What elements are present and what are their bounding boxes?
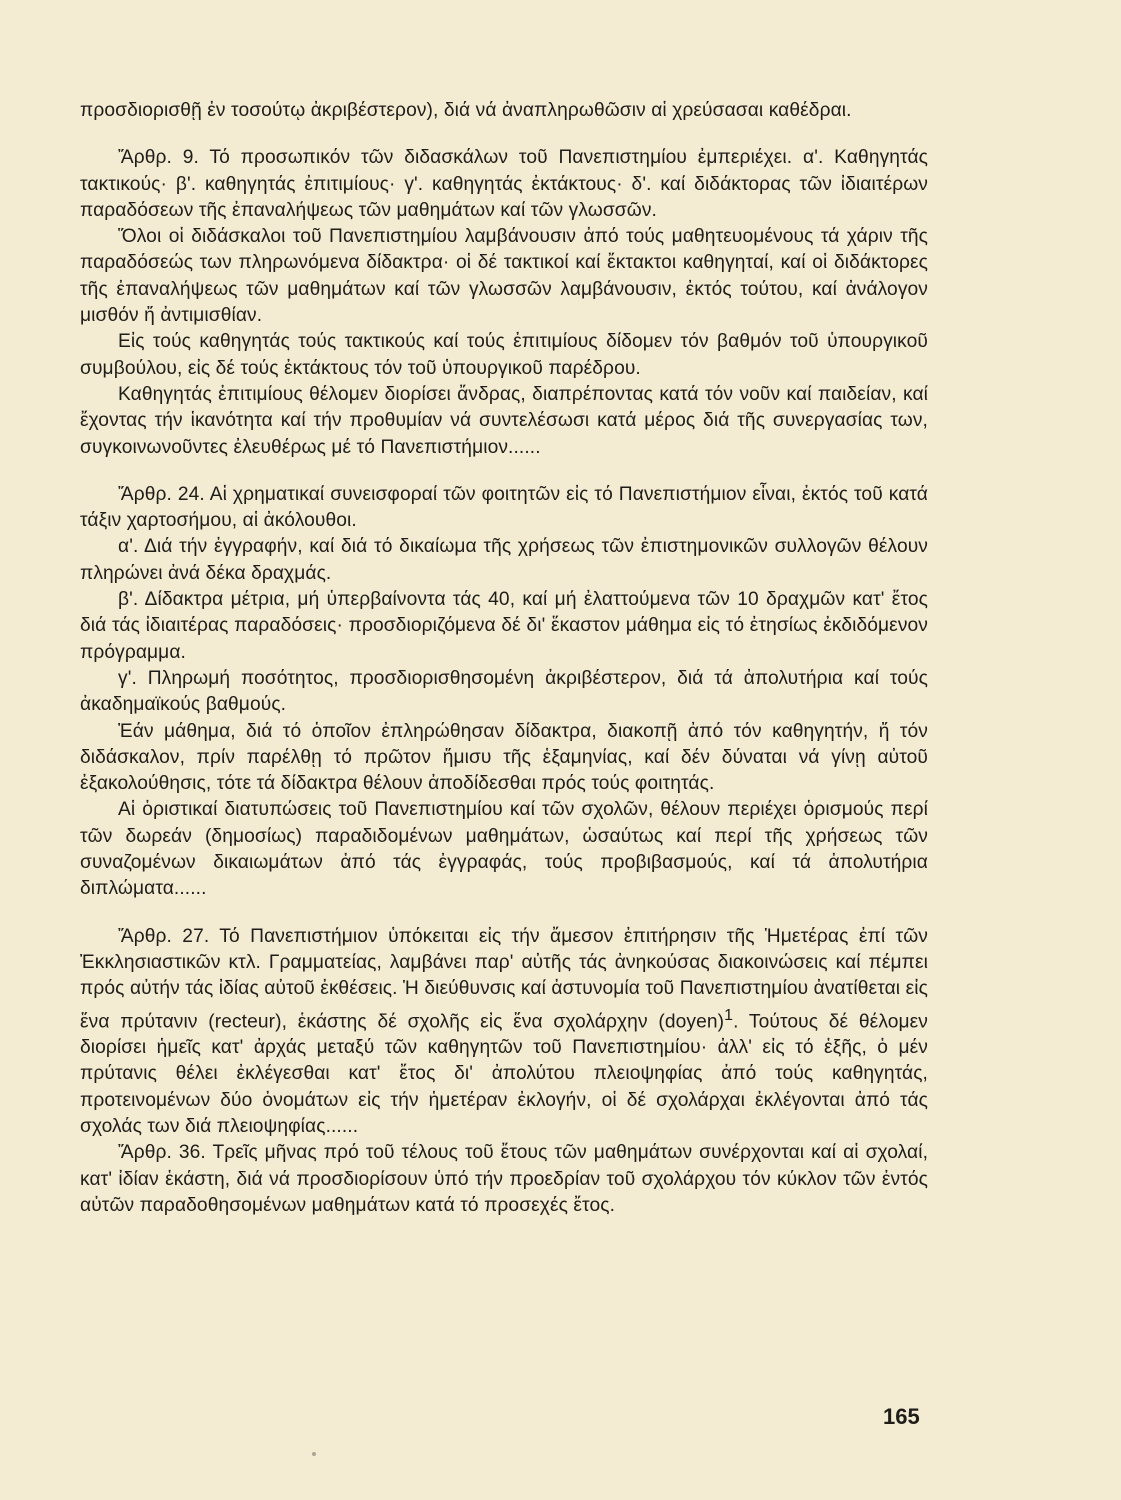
paragraph-item-a: α'. Διά τήν ἐγγραφήν, καί διά τό δικαίωμα τῆς χρήσεως τῶν ἐπιστημονικῶν συλλογῶν θέλουν πληρώνει ἀνά δέκα δραχμάς.: [80, 536, 928, 584]
paragraph-interruption: Ἐάν μάθημα, διά τό ὁποῖον ἐπληρώθησαν δίδακτρα, διακοπῇ ἀπό τόν καθηγητήν, ἤ τόν διδάσκαλον, πρίν παρέλθῃ τό πρῶτον ἥμισυ τῆς ἑξαμηνίας, καί δέν δύναται νά γίνῃ αὐτοῦ ἐξακολούθησις, τότε τά δίδακτρα θέλουν ἀποδίδεσθαι πρός τούς φοιτητάς.: [80, 720, 928, 795]
paragraph-continuation: προσδιορισθῇ ἐν τοσούτῳ ἀκριβέστερον), διά νά ἀναπληρωθῶσιν αἱ χρεύσασαι καθέδραι.: [80, 100, 852, 121]
paragraph-article-9: Ἄρθρ. 9. Τό προσωπικόν τῶν διδασκάλων τοῦ Πανεπιστημίου ἐμπεριέχει. α'. Καθηγητάς τακτικούς· β'. καθηγητάς ἐπιτιμίους· γ'. καθηγητάς ἐκτάκτους· δ'. καί διδάκτορας τῶν ἰδιαιτέρων παραδόσεων τῆς ἐπαναλήψεως τῶν μαθημάτων καί τῶν γλωσσῶν.: [80, 147, 928, 221]
paragraph-regulations: Αἱ ὁριστικαί διατυπώσεις τοῦ Πανεπιστημίου καί τῶν σχολῶν, θέλουν περιέχει ὁρισμούς περί τῶν δωρεάν (δημοσίως) παραδιδομένων μαθημάτων, ὡσαύτως καί περί τῆς χρήσεως τῶν συναζομένων δικαιωμάτων ἀπό τάς ἐγγραφάς, τούς προβιβασμούς, καί τά ἀπολυτήρια διπλώματα......: [80, 799, 928, 900]
paragraph-teachers-fees: Ὅλοι οἱ διδάσκαλοι τοῦ Πανεπιστημίου λαμβάνουσιν ἀπό τούς μαθητευομένους τά χάριν τῆς παραδόσεώς των πληρωνόμενα δίδακτρα· οἱ δέ τακτικοί καί ἔκτακτοι καθηγηταί, καί οἱ διδάκτορες τῆς ἐπαναλήψεως τῶν μαθημάτων καί τῶν γλωσσῶν λαμβάνουσιν, ἐκτός τούτου, καί ἀνάλογον μισθόν ἤ ἀντιμισθίαν.: [80, 226, 928, 327]
article-27-text-part2: . Τούτους δέ θέλομεν διορίσει ἡμεῖς κατ' ἀρχάς μεταξύ τῶν καθηγητῶν τοῦ Πανεπιστημίου· ἀλλ' εἰς τό ἑξῆς, ὁ μέν πρύτανις θέλει ἐκλέγεσθαι κατ' ἔτος δι' ἀπολύτου πλειοψηφίας ἀπό τούς καθηγητάς, προτεινομένων δύο ὀνομάτων εἰς τήν ἡμετέραν ἐκλογήν, οἱ δέ σχολάρχαι ἐκλέγονται ἀπό τάς σχολάς των διά πλειοψηφίας......: [80, 1010, 928, 1138]
paragraph-item-b: β'. Δίδακτρα μέτρια, μή ὑπερβαίνοντα τάς 40, καί μή ἐλαττούμενα τῶν 10 δραχμῶν κατ' ἔτος διά τάς ἰδιαιτέρας παραδόσεις· προσδιοριζόμενα δέ δι' ἕκαστον μάθημα εἰς τό ἐτησίως ἐκδιδόμενον πρόγραμμα.: [80, 589, 928, 663]
body-text: [80, 98, 928, 1219]
paragraph-article-24: Ἄρθρ. 24. Αἱ χρηματικαί συνεισφοραί τῶν φοιτητῶν εἰς τό Πανεπιστήμιον εἶναι, ἐκτός τοῦ κατά τάξιν χαρτοσήμου, αἱ ἀκόλουθοι.: [80, 483, 928, 532]
paragraph-article-27: [80, 924, 928, 1141]
paragraph-honorary-professors: Καθηγητάς ἐπιτιμίους θέλομεν διορίσει ἄνδρας, διαπρέποντας κατά τόν νοῦν καί παιδείαν, καί ἔχοντας τήν ἱκανότητα καί τήν προθυμίαν νά συντελέσωσι κατά μέρος διά τῆς συνεργασίας των, συγκοινωνοῦντες ἐλευθέρως μέ τό Πανεπιστήμιον......: [80, 383, 928, 458]
paragraph-item-c: γ'. Πληρωμή ποσότητος, προσδιορισθησομένη ἀκριβέστερον, διά τά ἀπολυτήρια καί τούς ἀκαδημαϊκούς βαθμούς.: [80, 667, 928, 716]
page-number: 165: [883, 1404, 920, 1429]
paragraph-ranks: Εἰς τούς καθηγητάς τούς τακτικούς καί τούς ἐπιτιμίους δίδομεν τόν βαθμόν τοῦ ὑπουργικοῦ συμβούλου, εἰς δέ τούς ἐκτάκτους τόν τοῦ ὑπουργικοῦ παρέδρου.: [80, 331, 928, 379]
footnote-marker: 1: [724, 1006, 734, 1024]
paragraph-article-36: Ἄρθρ. 36. Τρεῖς μῆνας πρό τοῦ τέλους τοῦ ἔτους τῶν μαθημάτων συνέρχονται καί αἱ σχολαί, κατ' ἰδίαν ἑκάστη, διά νά προσδιορίσουν ὑπό τήν προεδρίαν τοῦ σχολάρχου τόν κύκλον τῶν ἐντός αὐτῶν παραδοθησομένων μαθημάτων κατά τό προσεχές ἔτος.: [80, 1142, 928, 1216]
article-27-text-part1: Ἄρθρ. 27. Τό Πανεπιστήμιον ὑπόκειται εἰς τήν ἄμεσον ἐπιτήρησιν τῆς Ἡμετέρας ἐπί τῶν Ἐκκλησιαστικῶν κτλ. Γραμματείας, λαμβάνει παρ' αὐτῆς τάς ἀνηκούσας διακοινώσεις καί πέμπει πρός αὐτήν τάς ἰδίας αὐτοῦ ἐκθέσεις. Ἡ διεύθυνσις καί ἀστυνομία τοῦ Πανεπιστημίου ἀνατίθεται εἰς ἕνα πρύτανιν (recteur), ἑκάστης δέ σχολῆς εἰς ἕνα σχολάρχην (doyen): [80, 925, 928, 1032]
print-speck: [312, 1452, 316, 1456]
